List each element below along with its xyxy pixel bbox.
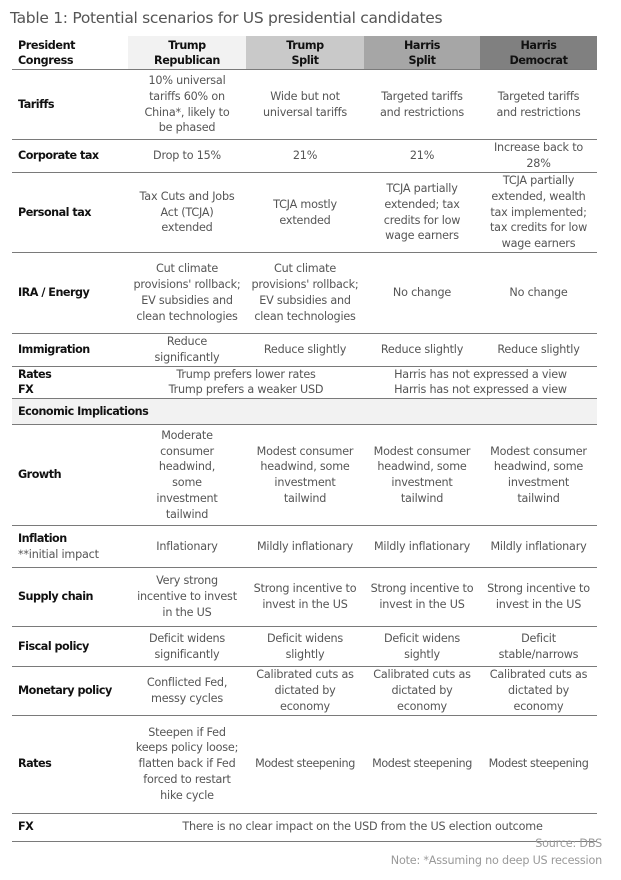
table-row-growth — [12, 425, 597, 526]
row-label — [12, 526, 128, 568]
table-row-rates-implication — [12, 715, 597, 813]
header-line2: Democrat — [509, 53, 568, 67]
cell: Modest consumer headwind, some investment tailwind — [364, 425, 480, 526]
table-row-monetary-policy — [12, 667, 597, 715]
row-label: Immigration — [12, 334, 128, 367]
source-text: Source: DBS — [535, 837, 602, 850]
cell: Targeted tariffs and restrictions — [364, 70, 480, 140]
cell-trump: Trump prefers lower rates — [176, 367, 316, 381]
cell: Strong incentive to invest in the US — [480, 568, 597, 627]
table-row-rates-policy — [12, 366, 597, 382]
cell: Modest consumer headwind, some investment tailwind — [480, 425, 597, 526]
table-row-immigration — [12, 334, 597, 367]
cell: Deficit stable/narrows — [480, 627, 597, 667]
cell: Reduce slightly — [246, 334, 364, 367]
header-row — [12, 36, 597, 70]
row-label-text: Inflation — [18, 531, 67, 545]
header-label-congress: Congress — [18, 53, 74, 67]
table-title: Table 1: Potential scenarios for US presidential candidates — [10, 9, 443, 27]
cell: Mildly inflationary — [480, 526, 597, 568]
cell: Cut climate provisions' rollback; EV subsidies and clean technologies — [128, 253, 246, 334]
row-label: Rates — [18, 367, 52, 381]
cell: Strong incentive to invest in the US — [246, 568, 364, 627]
cell: Tax Cuts and Jobs Act (TCJA) extended — [128, 173, 246, 253]
section-header-economic-implications — [12, 399, 597, 425]
cell-harris: Harris has not expressed a view — [364, 382, 597, 398]
cell: Calibrated cuts as dictated by economy — [480, 667, 597, 715]
header-line1: Trump — [168, 38, 206, 52]
cell-trump: Trump prefers a weaker USD — [128, 382, 364, 398]
table-row-tariffs — [12, 70, 597, 140]
cell: Strong incentive to invest in the US — [364, 568, 480, 627]
cell: Increase back to 28% — [480, 140, 597, 173]
row-label: IRA / Energy — [12, 253, 128, 334]
cell: Cut climate provisions' rollback; EV subsidies and clean technologies — [246, 253, 364, 334]
cell: Drop to 15% — [128, 140, 246, 173]
table-row-fx-policy — [12, 382, 597, 398]
cell: Calibrated cuts as dictated by economy — [246, 667, 364, 715]
cell-text: 10% universal tariffs 60% on China*, likely to be phased — [144, 73, 230, 135]
cell: Inflationary — [128, 526, 246, 568]
table-row-personal-tax — [12, 173, 597, 253]
row-label: Personal tax — [12, 173, 128, 253]
cell: Deficit widens significantly — [128, 627, 246, 667]
cell: Reduce significantly — [128, 334, 246, 367]
cell: Modest consumer headwind, some investment tailwind — [246, 425, 364, 526]
cell: No change — [364, 253, 480, 334]
cell: Modest steepening — [246, 715, 364, 813]
header-line1: Harris — [520, 38, 557, 52]
cell: TCJA partially extended; tax credits for low wage earners — [364, 173, 480, 253]
cell: Wide but not universal tariffs — [246, 70, 364, 140]
header-line1: Harris — [403, 38, 441, 52]
table-row-fiscal-policy — [12, 627, 597, 667]
row-label: Growth — [12, 425, 128, 526]
cell — [128, 70, 246, 140]
cell: Mildly inflationary — [364, 526, 480, 568]
row-sublabel: **initial impact — [18, 547, 99, 561]
cell: Reduce slightly — [364, 334, 480, 367]
cell: TCJA partially extended, wealth tax implemented; tax credits for low wage earners — [480, 173, 597, 253]
header-line2: Republican — [154, 53, 220, 67]
row-label: FX — [12, 813, 128, 841]
cell: Reduce slightly — [480, 334, 597, 367]
cell: There is no clear impact on the USD from the US election outcome — [128, 813, 597, 841]
row-label: Supply chain — [12, 568, 128, 627]
cell: Mildly inflationary — [246, 526, 364, 568]
table-row-corporate-tax — [12, 140, 597, 173]
footer — [391, 835, 602, 869]
header-harris-democrat — [480, 36, 597, 70]
header-line1: Trump — [286, 38, 324, 52]
row-label: Monetary policy — [12, 667, 128, 715]
header-label-president: President — [18, 38, 76, 52]
cell: Modest steepening — [480, 715, 597, 813]
table-row-inflation — [12, 526, 597, 568]
header-harris-split — [364, 36, 480, 70]
cell-harris: Harris has not expressed a view — [394, 367, 567, 381]
cell: Moderate consumer headwind, some investment tailwind — [128, 425, 246, 526]
cell: Modest steepening — [364, 715, 480, 813]
header-trump-split — [246, 36, 364, 70]
cell: 21% — [246, 140, 364, 173]
note-text: Note: *Assuming no deep US recession — [390, 854, 602, 867]
cell: TCJA mostly extended — [246, 173, 364, 253]
table-row-supply-chain — [12, 568, 597, 627]
cell: 21% — [364, 140, 480, 173]
row-label: Corporate tax — [12, 140, 128, 173]
cell: Conflicted Fed, messy cycles — [128, 667, 246, 715]
header-trump-republican — [128, 36, 246, 70]
header-line2: Split — [291, 53, 319, 67]
row-label: Fiscal policy — [12, 627, 128, 667]
row-label: Rates — [12, 715, 128, 813]
section-label: Economic Implications — [12, 399, 597, 425]
row-label: Tariffs — [12, 70, 128, 140]
row-label: FX — [12, 382, 128, 398]
cell: No change — [480, 253, 597, 334]
table-row-ira-energy — [12, 253, 597, 334]
cell: Deficit widens slightly — [246, 627, 364, 667]
cell: Calibrated cuts as dictated by economy — [364, 667, 480, 715]
cell: Targeted tariffs and restrictions — [480, 70, 597, 140]
cell: Deficit widens sightly — [364, 627, 480, 667]
scenarios-table — [12, 36, 597, 842]
header-label — [12, 36, 128, 70]
header-line2: Split — [408, 53, 436, 67]
cell: Steepen if Fed keeps policy loose; flatten back if Fed forced to restart hike cycle — [128, 715, 246, 813]
cell: Very strong incentive to invest in the US — [128, 568, 246, 627]
